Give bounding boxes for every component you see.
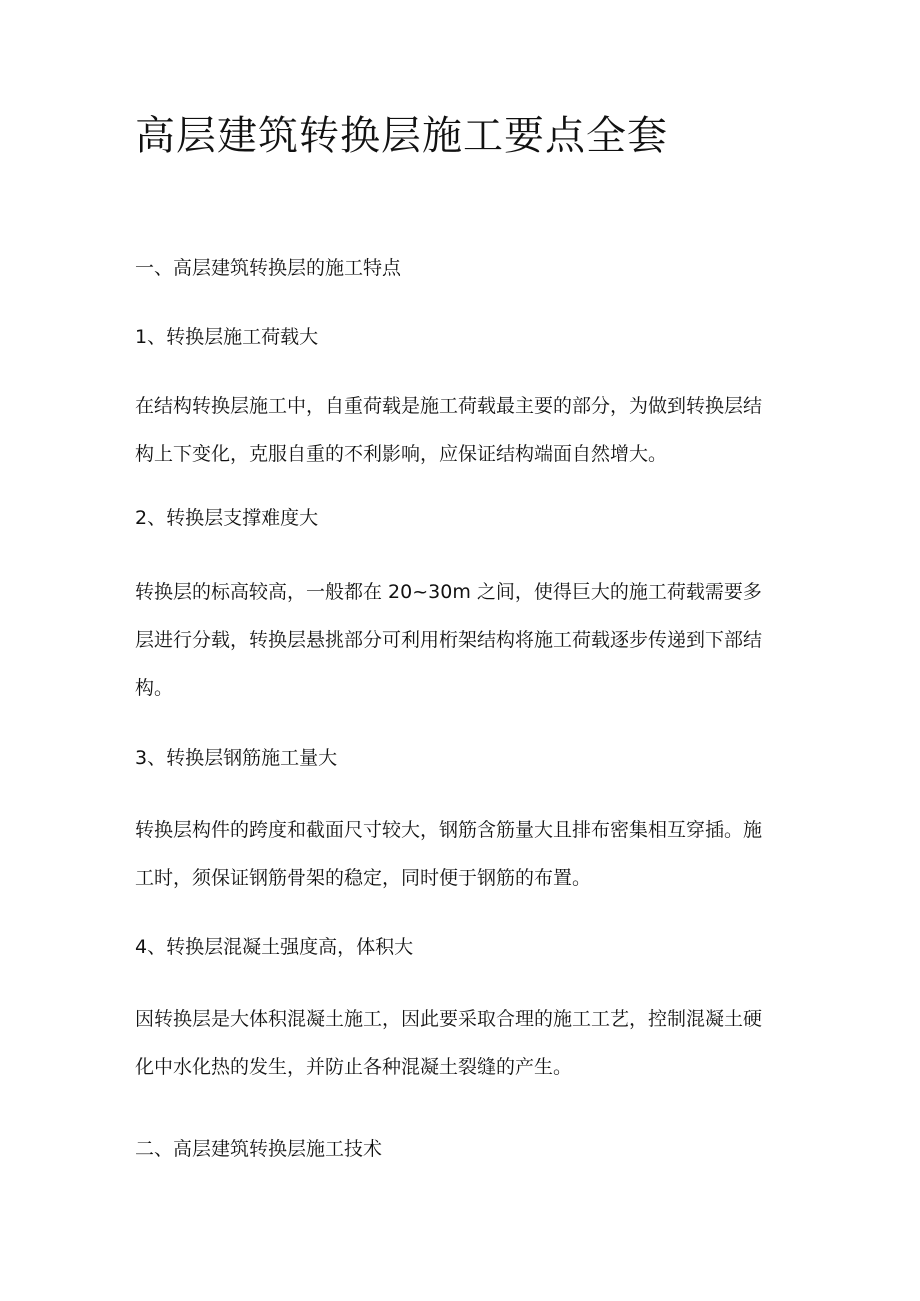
item-heading-4: 4、转换层混凝土强度高，体积大: [135, 936, 414, 958]
section-heading-2: 二、高层建筑转换层施工技术: [135, 1138, 383, 1160]
item-heading-1: 1、转换层施工荷载大: [135, 326, 319, 348]
item-paragraph-4: [135, 995, 790, 1091]
paragraph-line: 化中水化热的发生，并防止各种混凝土裂缝的产生。: [135, 1056, 573, 1078]
paragraph-line: 层进行分载，转换层悬挑部分可利用桁架结构将施工荷载逐步传递到下部结: [135, 629, 763, 651]
document-title: 高层建筑转换层施工要点全套: [135, 113, 668, 159]
paragraph-line: 转换层构件的跨度和截面尺寸较大，钢筋含筋量大且排布密集相互穿插。施: [135, 819, 763, 841]
item-paragraph-3: [135, 806, 790, 902]
paragraph-line: 转换层的标高较高，一般都在 20~30m 之间，使得巨大的施工荷载需要多: [135, 581, 762, 603]
item-heading-3: 3、转换层钢筋施工量大: [135, 747, 338, 769]
paragraph-line: 构。: [135, 677, 174, 699]
paragraph-line: 因转换层是大体积混凝土施工，因此要采取合理的施工工艺，控制混凝土硬: [135, 1008, 763, 1030]
section-heading-1: 一、高层建筑转换层的施工特点: [135, 257, 402, 279]
paragraph-line: 工时，须保证钢筋骨架的稳定，同时便于钢筋的布置。: [135, 867, 592, 889]
item-paragraph-2: [135, 568, 790, 712]
item-heading-2: 2、转换层支撑难度大: [135, 507, 319, 529]
item-paragraph-1: [135, 382, 790, 478]
paragraph-line: 在结构转换层施工中，自重荷载是施工荷载最主要的部分，为做到转换层结: [135, 395, 763, 417]
paragraph-line: 构上下变化，克服自重的不利影响，应保证结构端面自然增大。: [135, 443, 668, 465]
